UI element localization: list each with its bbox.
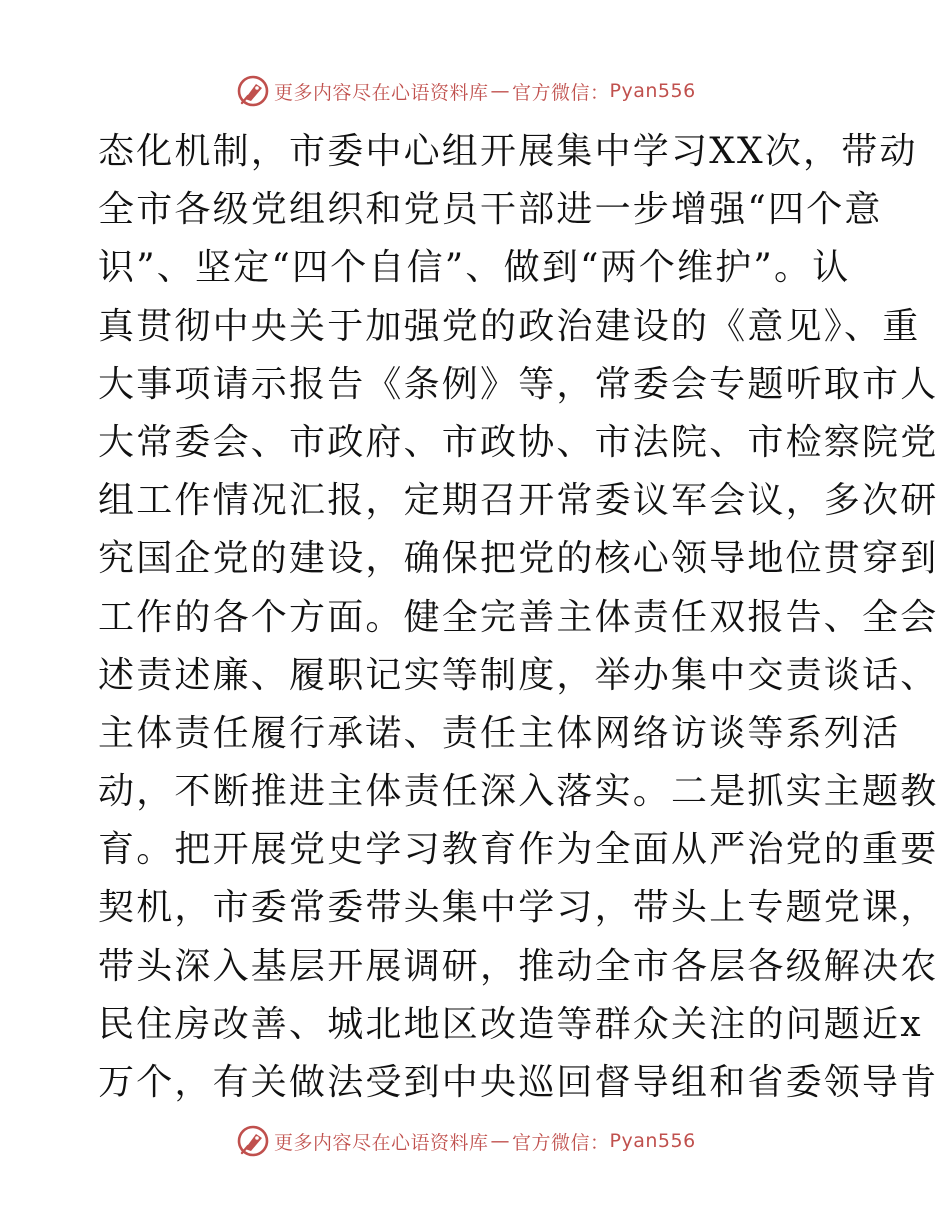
text-line: 识”、坚定“四个自信”、做到“两个维护”。认 — [98, 247, 851, 289]
text-line: 述责述廉、履职记实等制度，举办集中交责谈话、 — [98, 654, 939, 696]
text-line: 工作的各个方面。健全完善主体责任双报告、全会 — [98, 596, 939, 638]
text-line: 主体责任履行承诺、责任主体网络访谈等系列活 — [98, 712, 901, 754]
watermark-wechat-label: 官方微信： — [512, 1131, 610, 1154]
text-line: 大常委会、市政府、市政协、市法院、市检察院党 — [98, 421, 939, 463]
watermark-wechat-id: Pyan556 — [609, 1130, 696, 1152]
text-line: 万个，有关做法受到中央巡回督导组和省委领导肯 — [98, 1062, 939, 1103]
watermark-site-text: 更多内容尽在心语资料库 — [274, 81, 489, 104]
watermark-wechat-id: Pyan556 — [609, 80, 696, 102]
pen-nib-icon — [236, 1124, 270, 1158]
footer-watermark — [236, 1123, 756, 1159]
document-body — [98, 123, 939, 1112]
watermark-separator: — — [490, 80, 511, 102]
text-line: 组工作情况汇报，定期召开常委议军会议，多次研 — [98, 480, 939, 522]
text-line: 动，不断推进主体责任深入落实。二是抓实主题教 — [98, 771, 939, 813]
text-line: 全市各级党组织和党员干部进一步增强“四个意 — [98, 189, 883, 231]
text-line: 真贯彻中央关于加强党的政治建设的《意见》、重 — [98, 305, 921, 347]
text-line: 究国企党的建设，确保把党的核心领导地位贯穿到 — [98, 538, 939, 580]
text-line: 带头深入基层开展调研，推动全市各层各级解决农 — [98, 945, 939, 987]
text-line: 态化机制，市委中心组开展集中学习XX次，带动 — [98, 131, 918, 172]
watermark-site-text: 更多内容尽在心语资料库 — [274, 1131, 489, 1154]
text-line: 民住房改善、城北地区改造等群众关注的问题近x — [98, 1003, 923, 1045]
pen-nib-icon — [236, 74, 270, 108]
text-line: 契机，市委常委带头集中学习，带头上专题党课， — [98, 887, 939, 929]
watermark-wechat-label: 官方微信： — [512, 81, 610, 104]
text-line: 育。把开展党史学习教育作为全面从严治党的重要 — [98, 829, 939, 871]
watermark-separator: — — [490, 1130, 511, 1152]
text-line: 大事项请示报告《条例》等，常委会专题听取市人 — [98, 363, 939, 405]
header-watermark — [236, 73, 756, 109]
